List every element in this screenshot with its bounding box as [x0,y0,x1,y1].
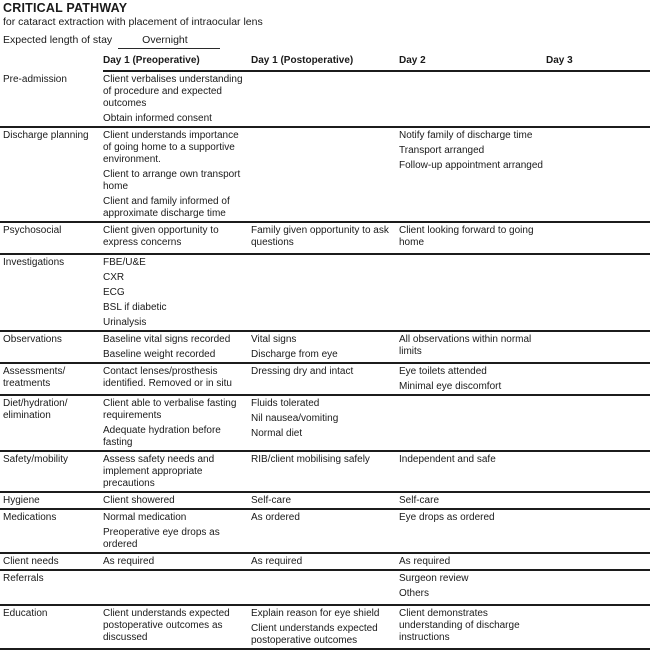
row-label: Client needs [3,556,59,567]
table-row [0,569,650,604]
cell-day2 [399,608,546,647]
cell-item: As required [251,556,303,567]
cell-day1-preoperative [103,398,251,449]
cell-item: Preoperative eye drops as ordered [103,527,220,550]
cell-day1-postoperative [251,74,399,125]
cell-day3 [546,608,650,647]
row-label: Hygiene [3,495,40,506]
column-header-day1-postoperative: Day 1 (Postoperative) [251,55,354,66]
cell-day3 [546,366,650,393]
cell-day3 [546,556,650,568]
cell-day3 [546,74,650,125]
cell-item: Surgeon review [399,573,469,584]
cell-item: Baseline weight recorded [103,349,216,360]
cell-item: Assess safety needs and implement appropriate precautions [103,454,215,489]
cell-item: As ordered [251,512,300,523]
cell-day3 [546,334,650,361]
cell-item: Dressing dry and intact [251,366,354,377]
cell-item: Normal diet [251,428,303,439]
cell-day1-preoperative [103,495,251,507]
cell-day2 [399,366,546,393]
table-body [0,72,650,650]
cell-item: Client understands expected postoperative outcomes as discussed [103,608,230,643]
cell-item: Independent and safe [399,454,496,465]
table-row [0,362,650,394]
cell-item: Client looking forward to going home [399,225,534,248]
cell-item: Notify family of discharge time [399,130,533,141]
table-row [0,552,650,569]
cell-item: Normal medication [103,512,187,523]
cell-item: Client able to verbalise fasting requirements [103,398,237,421]
row-label: Discharge planning [3,130,89,141]
cell-item: All observations within normal limits [399,334,532,357]
table-row [0,330,650,362]
column-header-day2: Day 2 [399,55,426,66]
cell-day2 [399,334,546,361]
cell-day1-preoperative [103,334,251,361]
cell-item: Discharge from eye [251,349,338,360]
cell-day3 [546,225,650,249]
cell-item: FBE/​U&E [103,257,146,268]
cell-day1-postoperative [251,454,399,490]
cell-day1-preoperative [103,74,251,125]
doc-subtitle: for cataract extraction with placement of intraocular lens [3,16,263,28]
cell-day1-postoperative [251,225,399,249]
cell-day2 [399,225,546,249]
row-label: Pre-admission [3,74,67,85]
length-of-stay-line [0,34,650,49]
cell-day1-preoperative [103,225,251,249]
cell-day3 [546,512,650,551]
cell-day1-postoperative [251,608,399,647]
cell-day3 [546,398,650,449]
cell-day2 [399,130,546,220]
cell-day2 [399,495,546,507]
table-row [0,126,650,221]
cell-item: Client to arrange own transport home [103,169,241,192]
column-header-day3: Day 3 [546,55,573,66]
row-label: Investigations [3,257,65,268]
cell-day1-postoperative [251,512,399,551]
cell-item: Follow-up appointment arranged [399,160,543,171]
table-row [0,72,650,126]
cell-day2 [399,398,546,449]
cell-day1-postoperative [251,366,399,393]
cell-item: Client and family informed of approximate discharge time [103,196,230,219]
cell-day2 [399,74,546,125]
cell-item: As required [399,556,451,567]
cell-day1-postoperative [251,257,399,329]
cell-item: Baseline vital signs recorded [103,334,231,345]
cell-item: Transport arranged [399,145,485,156]
table-row [0,253,650,330]
cell-item: Self-care [399,495,440,506]
cell-day1-postoperative [251,495,399,507]
length-of-stay-label: Expected length of stay [3,34,113,46]
cell-item: Contact lenses/​prosthesis identified. Removed or in situ [103,366,232,389]
cell-item: Urinalysis [103,317,147,328]
cell-item: Family given opportunity to ask questions [251,225,389,248]
table-row [0,394,650,450]
cell-day1-postoperative [251,573,399,600]
column-header-day1-preoperative: Day 1 (Preoperative) [103,55,200,66]
row-label: Psychosocial [3,225,62,236]
cell-item: Eye toilets attended [399,366,487,377]
cell-item: Client verbalises understanding of procedure and expected outcomes [103,74,243,109]
cell-item: Client understands importance of going home to a supportive environment. [103,130,239,165]
cell-item: Obtain informed consent [103,113,212,124]
cell-item: ECG [103,287,125,298]
cell-item: Eye drops as ordered [399,512,495,523]
header-day-columns [103,53,650,72]
pathway-table [0,53,650,650]
cell-item: Self-care [251,495,292,506]
cell-item: Client understands expected postoperative outcomes [251,623,378,646]
cell-day1-preoperative [103,454,251,490]
cell-item: Nil nausea/​vomiting [251,413,339,424]
cell-day3 [546,495,650,507]
cell-day1-preoperative [103,573,251,600]
table-row [0,508,650,552]
cell-item: Fluids tolerated [251,398,320,409]
row-label: Observations [3,334,62,345]
cell-item: Minimal eye discomfort [399,381,502,392]
row-label: Diet/​hydration/​elimination [3,398,68,421]
cell-day1-postoperative [251,556,399,568]
cell-day2 [399,257,546,329]
cell-day3 [546,454,650,490]
table-header-row [0,53,650,72]
cell-day1-preoperative [103,512,251,551]
cell-item: As required [103,556,155,567]
doc-title: CRITICAL PATHWAY [3,1,128,15]
cell-item: BSL if diabetic [103,302,167,313]
cell-day3 [546,257,650,329]
cell-item: Client given opportunity to express concerns [103,225,219,248]
cell-item: CXR [103,272,125,283]
cell-day1-preoperative [103,257,251,329]
cell-day3 [546,573,650,600]
row-label: Education [3,608,48,619]
row-label: Medications [3,512,57,523]
cell-day1-postoperative [251,398,399,449]
row-label: Safety/​mobility [3,454,69,465]
cell-item: Client demonstrates understanding of discharge instructions [399,608,520,643]
table-row [0,491,650,508]
cell-day1-postoperative [251,130,399,220]
table-row [0,450,650,491]
cell-item: Others [399,588,430,599]
table-row [0,604,650,648]
table-row [0,221,650,253]
cell-item: Explain reason for eye shield [251,608,380,619]
length-of-stay-value: Overnight [118,34,220,49]
cell-item: Adequate hydration before fasting [103,425,221,448]
cell-day1-preoperative [103,556,251,568]
cell-day2 [399,573,546,600]
header-spacer-cell [0,53,103,72]
cell-day2 [399,556,546,568]
cell-item: Client showered [103,495,175,506]
cell-day2 [399,512,546,551]
cell-day1-postoperative [251,334,399,361]
cell-day1-preoperative [103,366,251,393]
cell-item: Vital signs [251,334,297,345]
cell-item: RIB/​client mobilising safely [251,454,370,465]
cell-day1-preoperative [103,130,251,220]
row-label: Referrals [3,573,44,584]
cell-day2 [399,454,546,490]
cell-day1-preoperative [103,608,251,647]
cell-day3 [546,130,650,220]
row-label: Assessments/​treatments [3,366,66,389]
